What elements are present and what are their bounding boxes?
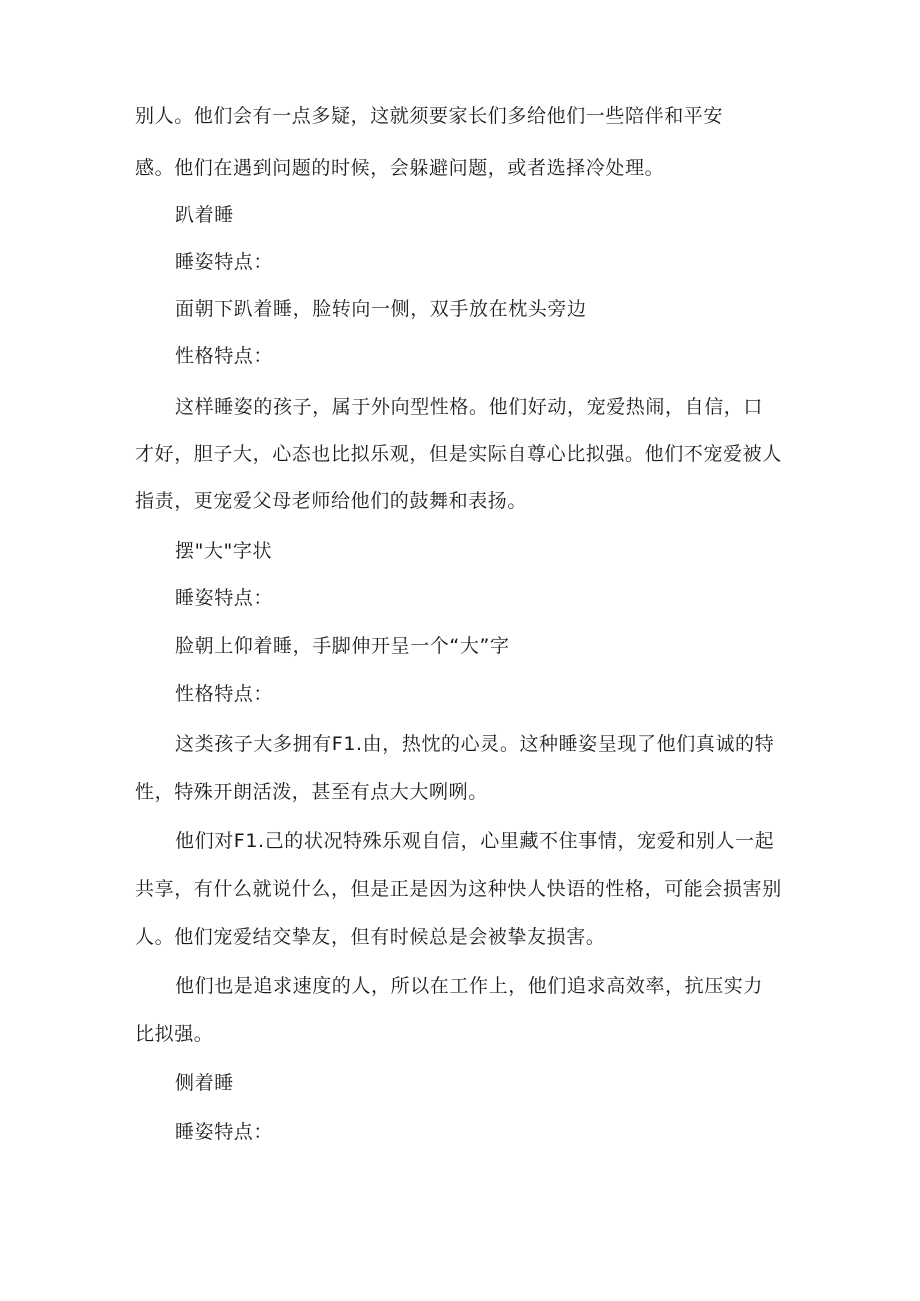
paragraph-line: 脸朝上仰着睡，手脚伸开呈一个“大”字 (175, 635, 510, 657)
paragraph-line: 人。他们宠爱结交挚友，但有时候总是会被挚友损害。 (135, 926, 606, 948)
paragraph-line: 比拟强。 (135, 1023, 214, 1045)
paragraph-line: 面朝下趴着睡，脸转向一侧，双手放在枕头旁边 (175, 298, 587, 320)
subheading: 睡姿特点： (175, 251, 274, 273)
paragraph-line: 他们对F1.己的状况特殊乐观自信，心里藏不住事情，宠爱和别人一起 (175, 830, 775, 852)
paragraph-line: 才好，胆子大，心态也比拟乐观，但是实际自尊心比拟强。他们不宠爱被人 (135, 443, 782, 465)
paragraph-line: 这样睡姿的孩子，属于外向型性格。他们好动，宠爱热闹，自信，口 (175, 396, 764, 418)
paragraph-line: 他们也是追求速度的人，所以在工作上，他们追求高效率，抗压实力 (175, 975, 764, 997)
paragraph-line: 性，特殊开朗活泼，甚至有点大大咧咧。 (135, 781, 488, 803)
subheading: 睡姿特点： (175, 1121, 274, 1143)
section-heading: 摆"大"字状 (175, 540, 273, 562)
subheading: 性格特点： (175, 345, 274, 367)
paragraph-line: 感。他们在遇到问题的时候，会躲避问题，或者选择冷处理。 (135, 157, 665, 179)
section-heading: 趴着睡 (175, 204, 234, 226)
paragraph-line: 共享，有什么就说什么，但是正是因为这种快人快语的性格，可能会损害别 (135, 878, 782, 900)
paragraph-line: 别人。他们会有一点多疑，这就须要家长们多给他们一些陪伴和平安 (135, 105, 724, 127)
subheading: 性格特点： (175, 683, 274, 705)
subheading: 睡姿特点： (175, 587, 274, 609)
paragraph-line: 这类孩子大多拥有F1.由，热忱的心灵。这种睡姿呈现了他们真诚的特 (175, 733, 775, 755)
paragraph-line: 指责，更宠爱父母老师给他们的鼓舞和表扬。 (135, 490, 528, 512)
section-heading: 侧着睡 (175, 1072, 234, 1094)
